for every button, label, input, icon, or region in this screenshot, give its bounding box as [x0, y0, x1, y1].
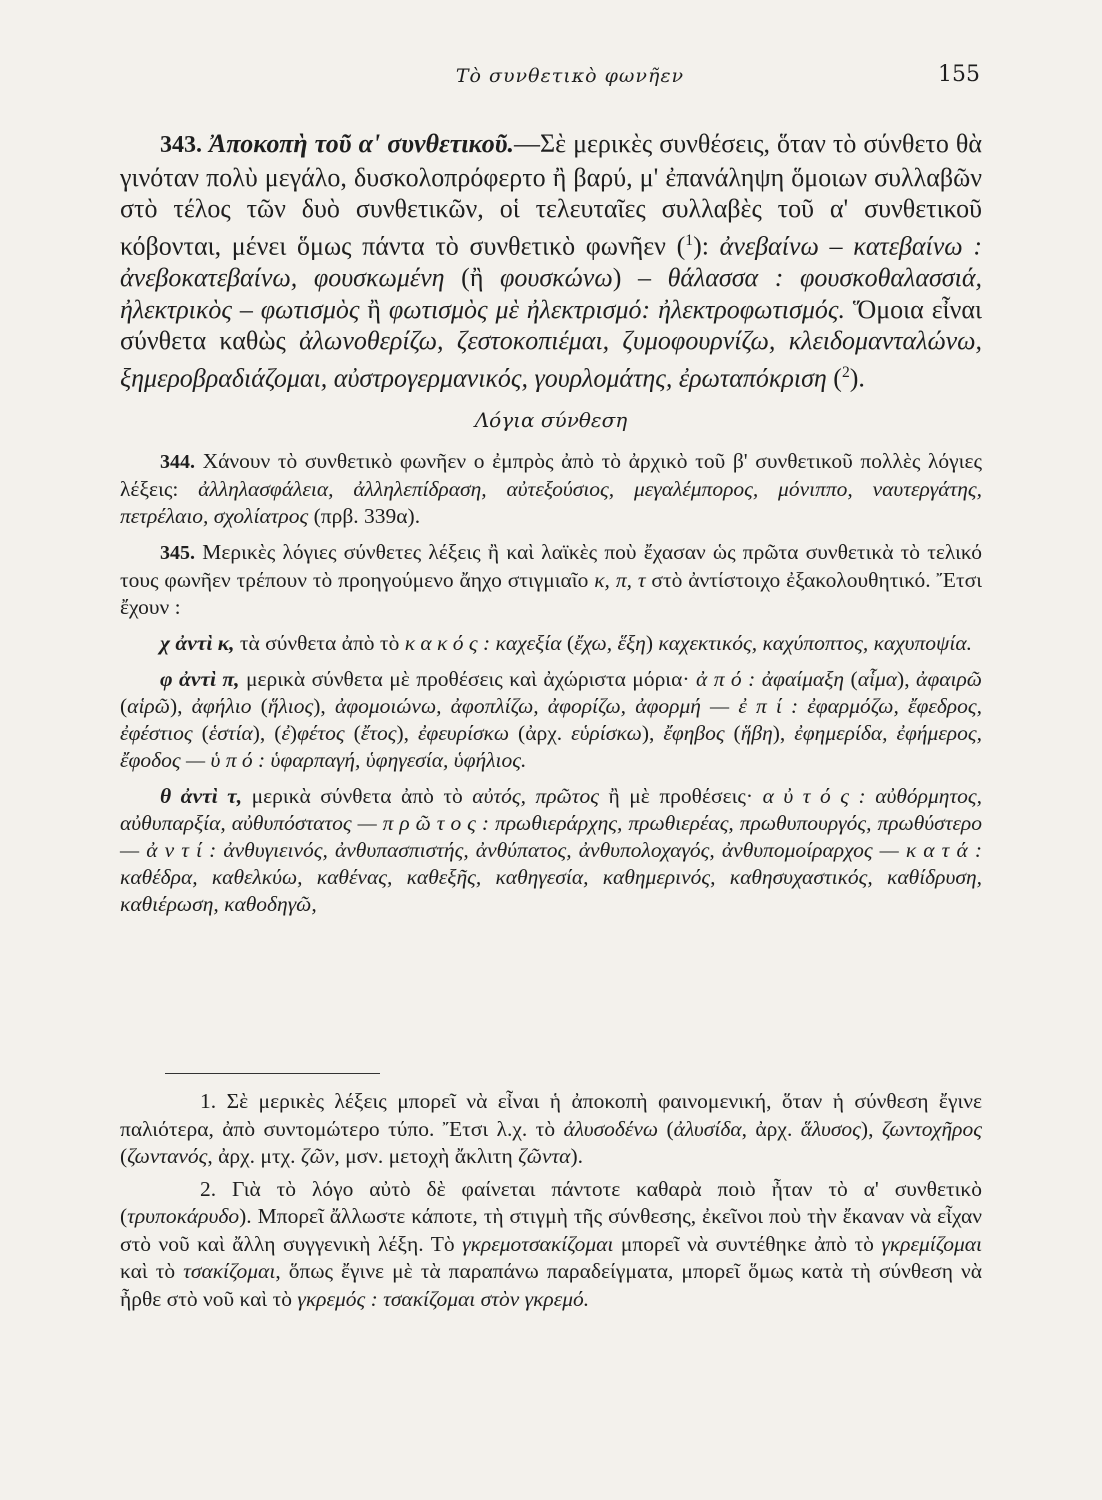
text: ( [344, 721, 361, 746]
example: ζῶν [300, 1144, 335, 1168]
theta-paragraph [120, 783, 982, 918]
example: ζωντανός [127, 1144, 208, 1168]
text: ), [860, 1116, 882, 1141]
example: ἔχω, ἕξη [574, 631, 646, 656]
text: ) – [612, 263, 668, 293]
example: ἅλυσος [800, 1116, 861, 1141]
section-title: Ἀποκοπὴ τοῦ α' συνθετικοῦ. [209, 129, 514, 158]
text: ( [192, 721, 209, 746]
example: θάλασσα : φουσκοθαλασσιά, ἠλεκτρικὸς – φωτισμὸς [120, 263, 982, 324]
example: ἥβη [740, 721, 773, 746]
example: γκρεμοτσακίζομαι [462, 1231, 614, 1256]
text: ), [641, 721, 664, 746]
example: ἐ [281, 721, 290, 746]
example: αἱρῶ [127, 694, 170, 719]
text: ( [844, 667, 858, 692]
main-text [120, 128, 982, 918]
section-number: 344. [160, 451, 195, 474]
text: ). Μπορεῖ ἄλλωστε κάποτε, τὴ στιγμὴ τῆς σύνθεσης, ἐκεῖνοι ποὺ τὴν ἔκαναν νὰ εἶχαν στὸ νοῦ καὶ ἄλλη συγγενικὴ λέξη. Τὸ [120, 1204, 982, 1256]
example: α ὐ τ ό ς : αὐθόρμητος, αὐθυπαρξία, αὐθυπόστατος — π ρ ῶ τ ο ς : πρωθιεράρχης, πρωθιερέας, πρωθυπουργός, πρωθύστερο — ἀ ν τ ί : ἀνθυγιεινός, ἀνθυπασπιστής, ἀνθύπατος, ἀνθυπολοχαγός, ἀνθυπομοίραρχος — κ α τ ά : καθέδρα, καθελκύω, καθένας, καθεξῆς, καθηγεσία, καθημερινός, καθησυχαστικός, καθίδρυση, καθιέρωση, καθοδηγῶ, [120, 784, 982, 917]
footnote-1 [120, 1088, 982, 1171]
example: ἔτος [360, 721, 397, 746]
footnote-2 [120, 1176, 982, 1314]
example: γκρεμίζομαι [881, 1231, 982, 1256]
text: ), ( [252, 721, 282, 746]
example: εὑρίσκω [571, 721, 642, 746]
example: ἑστία [208, 721, 253, 746]
text: , ἀρχ. μτχ. [207, 1144, 301, 1168]
example: γκρεμός : τσακίζομαι στὸν γκρεμό. [297, 1286, 590, 1311]
text: —Σὲ μερικὲς συνθέσεις, ὅταν τὸ σύνθετο θὰ γινόταν πολὺ μεγάλο, δυσκολοπρόφερτο ἢ βαρύ, μ' ἐπανάληψη ὅμοιων συλλαβῶν στὸ τέλος τῶν δυὸ συνθετικῶν, οἱ τελευταῖες συλλαβὲς τοῦ α' συνθετικοῦ κόβονται, μένει ὅμως πάντα τὸ συνθετικὸ φωνῆεν ( [120, 129, 982, 261]
text: Ὅμοια εἶναι σύνθετα καθὼς [120, 294, 982, 356]
section-344 [120, 448, 982, 530]
rule-head: φ ἀντὶ π, [160, 667, 240, 692]
section-number: 343. [160, 132, 202, 158]
section-343 [120, 128, 982, 394]
sub-heading: Λόγια σύνθεση [474, 408, 628, 433]
example: ἔφηβος [663, 721, 725, 746]
text: ἢ μὲ προθέσεις· [598, 784, 763, 809]
rule-head: θ ἀντὶ τ, [160, 784, 243, 809]
text: ( [658, 1116, 674, 1141]
text: ), [772, 721, 795, 746]
example: ἀφήλιο [191, 694, 252, 719]
section-345 [120, 539, 982, 621]
example: ζωντοχῆρος [881, 1116, 982, 1141]
text: ), [897, 667, 917, 692]
example: φέτος [297, 721, 345, 746]
footnotes [120, 1088, 982, 1318]
text: ), [396, 721, 418, 746]
text: ), [313, 694, 335, 719]
example: ἀφαιρῶ [916, 667, 982, 692]
text: μερικὰ σύνθετα ἀπὸ τὸ [242, 784, 473, 809]
text: ( [826, 363, 842, 393]
text: μπορεῖ νὰ συντέθηκε ἀπὸ τὸ [613, 1231, 882, 1256]
text: , μσν. μετοχὴ ἄκλιτη [334, 1144, 519, 1168]
text: καὶ τὸ [120, 1259, 184, 1283]
text: στὸ ἀντίστοιχο ἐξακολουθητικό. Ἔτσι ἔχουν : [120, 568, 982, 620]
example: τρυποκάρυδο [127, 1204, 240, 1228]
text: (πρβ. 339α). [308, 504, 421, 529]
text: (ἢ [444, 263, 501, 293]
text: , ὅπως ἔγινε μὲ τὰ παραπάνω παραδείγματα, μπορεῖ ὅμως κατὰ τὴ σύνθεση νὰ ἦρθε στὸ νοῦ καὶ τὸ [120, 1259, 982, 1311]
text: ). [849, 363, 865, 393]
text: 1. Σὲ μερικὲς λέξεις μπορεῖ νὰ εἶναι ἡ ἀποκοπὴ φαινομενική, ὅταν ἡ σύνθεση ἔγινε παλιότερα, ἀπὸ συντομώτερο τύπο. Ἔτσι λ.χ. τὸ [120, 1089, 982, 1141]
page-number: 155 [938, 62, 980, 87]
running-head-title: Τὸ συνθετικὸ φωνῆεν [455, 65, 685, 87]
example: καχεκτικός, καχύποπτος, καχυποψία. [658, 631, 973, 656]
text: ), [169, 694, 192, 719]
text: (ἀρχ. [509, 721, 572, 746]
example: ἐφημερίδα, ἐφήμερος, ἔφοδος — ὑ π ό : ὑφαρπαγή, ὑφηγεσία, ὑφήλιος. [120, 721, 982, 773]
text: ( [120, 694, 128, 719]
text: Χάνουν τὸ συνθετικὸ φωνῆεν ο ἐμπρὸς ἀπὸ τὸ ἀρχικὸ τοῦ β' συνθετικοῦ πολλὲς λόγιες λέξεις: [120, 449, 982, 502]
example: ἥλιος [267, 694, 314, 719]
text: ): [693, 231, 720, 261]
example: αὐτός, πρῶτος [472, 784, 599, 809]
section-number: 345. [160, 542, 195, 565]
example: ἀλυσοδένω [563, 1116, 659, 1141]
example: κ α κ ό ς : καχεξία [404, 631, 562, 656]
example: φωτισμὸς μὲ ἠλεκτρισμό: ἠλεκτροφωτισμός. [388, 294, 845, 324]
text: , ἀρχ. [741, 1116, 801, 1141]
example: ἐφευρίσκω [417, 721, 510, 746]
text: ( [724, 721, 741, 746]
text: ) [289, 721, 298, 746]
example: ἀνεβαίνω – κατεβαίνω : ἀνεβοκατεβαίνω, φουσκωμένη [120, 231, 982, 293]
example: ἀλληλασφάλεια, ἀλληλεπίδραση, αὐτεξούσιος, μεγαλέμπορος, μόνιππο, ναυτεργάτης, πετρέλαιο, σχολίατρος [120, 477, 982, 529]
rule-head: χ ἀντὶ κ, [160, 631, 235, 656]
example: ζῶντα [518, 1144, 571, 1168]
text: ( [120, 1144, 128, 1168]
footnote-ref: 2 [841, 363, 850, 381]
text: τὰ σύνθετα ἀπὸ τὸ [234, 631, 405, 656]
footnote-divider [165, 1073, 380, 1074]
example: ἀλυσίδα [673, 1116, 742, 1141]
phi-paragraph [120, 666, 982, 774]
example: ἀλωνοθερίζω, ζεστοκοπιέμαι, ζυμοφουρνίζω, κλειδομανταλώνω, ξημεροβραδιάζομαι, αὐστρογερμανικός, γουρλομάτης, ἐρωταπόκριση [120, 326, 982, 393]
example: φουσκώνω [500, 263, 613, 293]
example: τσακίζομαι [183, 1259, 276, 1283]
example: αἷμα [857, 667, 898, 692]
example: κ, π, τ [594, 568, 646, 593]
running-head [160, 62, 980, 92]
text: Μερικὲς λόγιες σύνθετες λέξεις ἢ καὶ λαϊκὲς ποὺ ἔχασαν ὡς πρῶτα συνθετικὰ τὸ τελικό τους φωνῆεν τρέπουν τὸ προηγούμενο ἄηχο στιγμιαῖο [120, 540, 982, 593]
text: ). [570, 1144, 584, 1168]
chi-paragraph [120, 630, 982, 657]
text: 2. Γιὰ τὸ λόγο αὐτὸ δὲ φαίνεται πάντοτε καθαρὰ ποιὸ ἦταν τὸ α' συνθετικὸ ( [120, 1176, 982, 1228]
text: ἢ [359, 294, 389, 324]
example: ἀφομοιώνω, ἀφοπλίζω, ἀφορίζω, ἀφορμή — ἐ π ί : ἐφαρμόζω, ἔφεδρος, ἐφέστιος [120, 694, 982, 746]
text: ) [645, 631, 659, 656]
text: ( [561, 631, 575, 656]
text: ( [251, 694, 268, 719]
example: ἀ π ό : ἀφαίμαξη [695, 667, 845, 692]
footnote-ref: 1 [685, 231, 694, 249]
text: μερικὰ σύνθετα μὲ προθέσεις καὶ ἀχώριστα μόρια· [239, 667, 696, 692]
